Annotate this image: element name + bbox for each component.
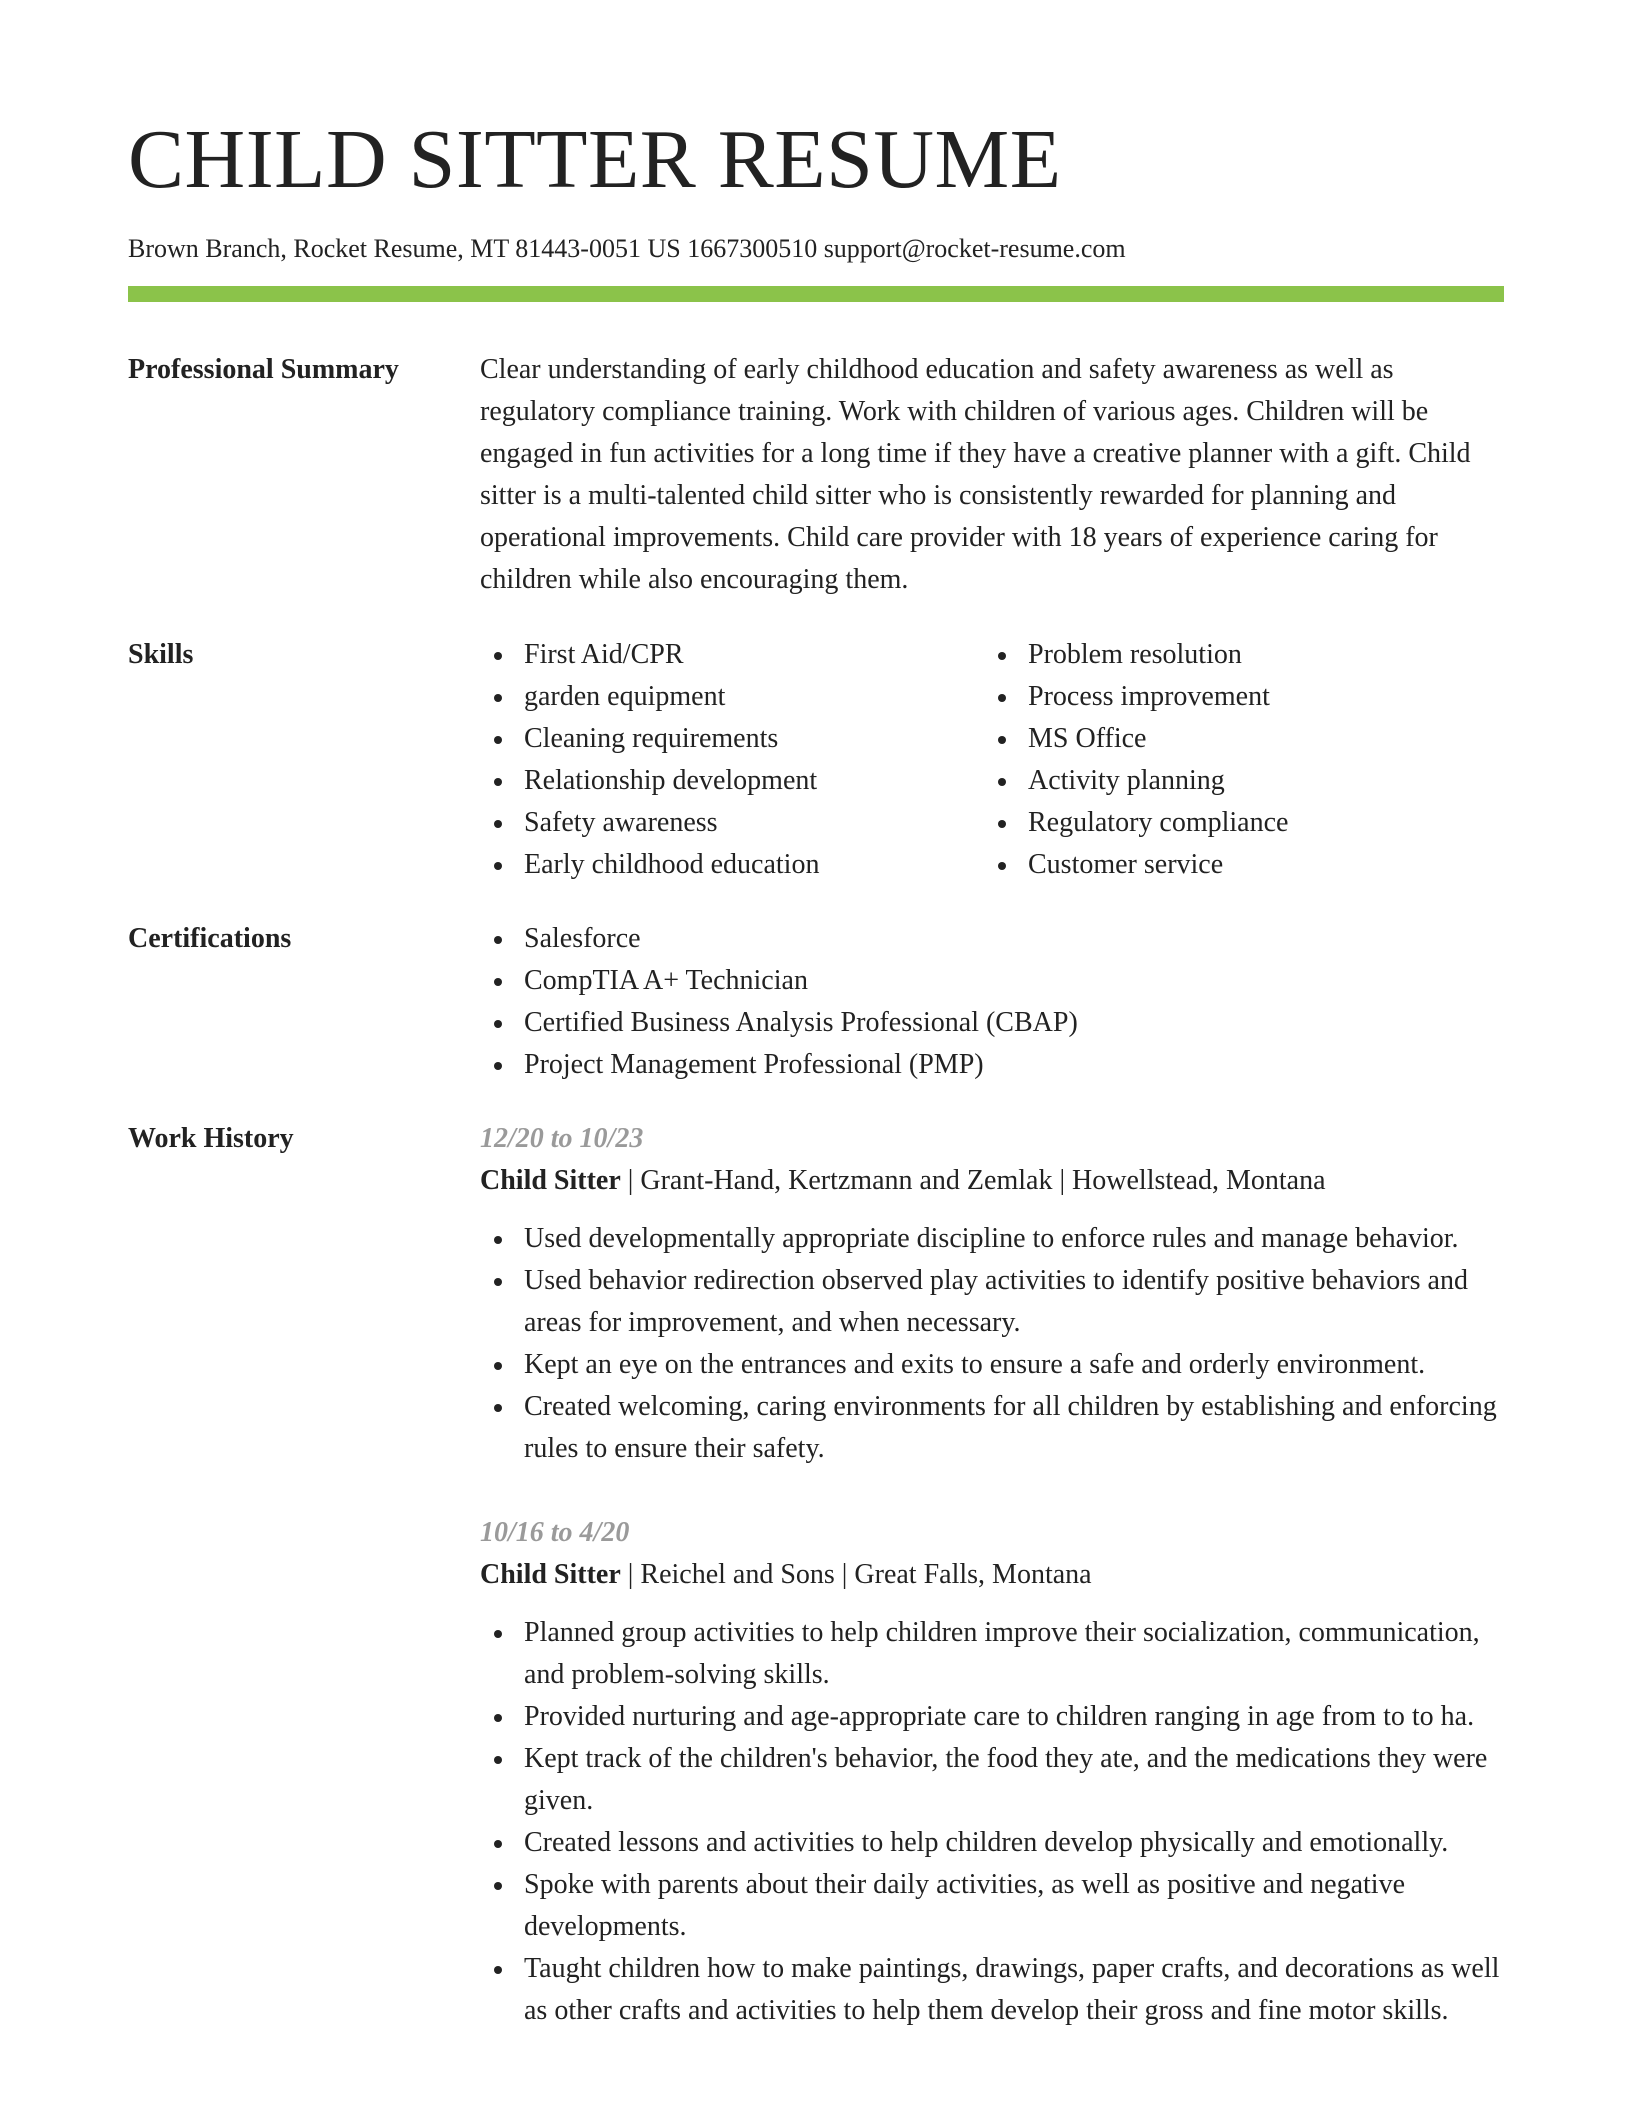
skill-item: Cleaning requirements: [480, 718, 984, 760]
summary-text: Clear understanding of early childhood education and safety awareness as well as regulatory compliance training. Work with children of various ages. Children will be engaged in fun activities for a long time if they have a creative planner with a gift. Child sitter is a multi-talented child sitter who is consistently rewarded for planning and operational improvements. Child care provider with 18 years of experience caring for children while also encouraging them.: [480, 354, 1471, 595]
header-divider: [128, 286, 1504, 302]
job-title: Child Sitter: [480, 1165, 621, 1196]
resume-title: CHILD SITTER RESUME: [128, 113, 1062, 206]
job-duty: Spoke with parents about their daily activities, as well as positive and negative developments.: [480, 1864, 1504, 1948]
certification-item: Certified Business Analysis Professional (CBAP): [480, 1002, 1504, 1044]
summary-heading: Professional Summary: [128, 354, 399, 385]
skill-item: Process improvement: [984, 676, 1488, 718]
skill-item: garden equipment: [480, 676, 984, 718]
skill-item: Regulatory compliance: [984, 802, 1488, 844]
job-duty: Used developmentally appropriate discipline to enforce rules and manage behavior.: [480, 1218, 1504, 1260]
skills-list-right: [984, 634, 1488, 886]
skill-item: First Aid/CPR: [480, 634, 984, 676]
job-duty: Provided nurturing and age-appropriate care to children ranging in age from to to ha.: [480, 1696, 1504, 1738]
certification-item: Project Management Professional (PMP): [480, 1044, 1504, 1086]
job-duties-list: [480, 1218, 1504, 1470]
skills-list-left: [480, 634, 984, 886]
job-duty: Used behavior redirection observed play activities to identify positive behaviors and areas for improvement, and when necessary.: [480, 1260, 1504, 1344]
job-duty: Planned group activities to help children improve their socialization, communication, and problem-solving skills.: [480, 1612, 1504, 1696]
certifications-list: [480, 918, 1504, 1086]
job-dates: 12/20 to 10/23: [480, 1123, 644, 1154]
job-entry: [480, 1512, 1504, 2032]
skill-item: Customer service: [984, 844, 1488, 886]
skill-item: Relationship development: [480, 760, 984, 802]
job-entry: [480, 1118, 1504, 1470]
job-dates: 10/16 to 4/20: [480, 1517, 630, 1548]
skill-item: Activity planning: [984, 760, 1488, 802]
job-title: Child Sitter: [480, 1559, 621, 1590]
skills-heading: Skills: [128, 639, 194, 670]
job-duty: Kept an eye on the entrances and exits to ensure a safe and orderly environment.: [480, 1344, 1504, 1386]
job-duty: Created welcoming, caring environments for all children by establishing and enforcing rules to ensure their safety.: [480, 1386, 1504, 1470]
job-employer-location: | Grant-Hand, Kertzmann and Zemlak | Howellstead, Montana: [620, 1165, 1326, 1196]
job-heading: [480, 1554, 1504, 1596]
contact-line: Brown Branch, Rocket Resume, MT 81443-0051 US 1667300510 support@rocket-resume.com: [128, 234, 1126, 263]
job-employer-location: | Reichel and Sons | Great Falls, Montana: [620, 1559, 1092, 1590]
certification-item: CompTIA A+ Technician: [480, 960, 1504, 1002]
skill-item: Problem resolution: [984, 634, 1488, 676]
skill-item: Safety awareness: [480, 802, 984, 844]
certification-item: Salesforce: [480, 918, 1504, 960]
job-heading: [480, 1160, 1504, 1202]
certifications-heading: Certifications: [128, 923, 292, 954]
job-duty: Created lessons and activities to help children develop physically and emotionally.: [480, 1822, 1504, 1864]
skill-item: Early childhood education: [480, 844, 984, 886]
job-duty: Kept track of the children's behavior, the food they ate, and the medications they were given.: [480, 1738, 1504, 1822]
work-history-heading: Work History: [128, 1123, 294, 1154]
skill-item: MS Office: [984, 718, 1488, 760]
job-duty: Taught children how to make paintings, drawings, paper crafts, and decorations as well as other crafts and activities to help them develop their gross and fine motor skills.: [480, 1948, 1504, 2032]
job-duties-list: [480, 1612, 1504, 2032]
